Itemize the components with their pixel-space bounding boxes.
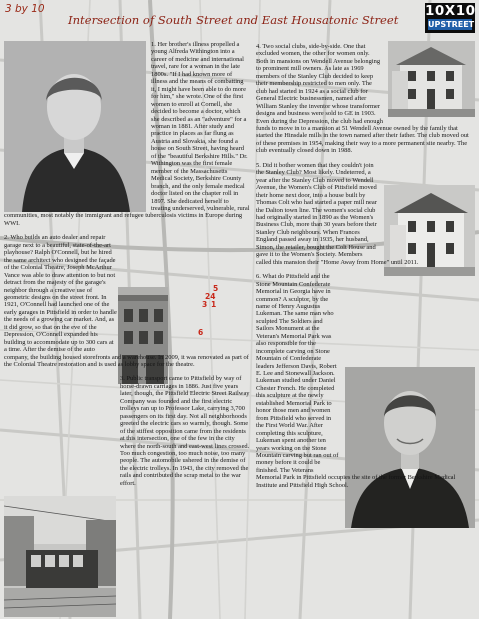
entry-number: 1. <box>151 41 156 48</box>
float-spacer-trolley <box>4 415 116 536</box>
page-title: Intersection of South Street and East Housatonic Street <box>68 13 399 27</box>
map-number-3: 3 <box>202 300 208 309</box>
entry-number: 3. <box>120 375 125 383</box>
logo <box>425 3 475 33</box>
entry-text: Two social clubs, side-by-side. One that excluded women, the other for women only. Both in mansions on Wendell Avenue belonging to prominent mill owners. As late as 1969 members of the Stanley Club decided to keep their membership restricted to men only. The club had started in 1924 as a social club for General Electric businessmen, named after William Stanley the inventor whose transformer designs and business were sold to GE in 1903. Even during the Depression, the club had enough funds to move in to a mansion at 51 Wendell Avenue owned by the family that started the Hinsdale mills in the town named after their father. The club moved out of these premises in 1954, making their way to a more permanent site nearby. The club eventually closed down in 1988. <box>256 43 469 155</box>
float-spacer-womens-club <box>383 162 474 253</box>
float-spacer-garage <box>122 254 172 351</box>
logo-bottom-text: UPSTREET <box>428 20 475 29</box>
map-number-6: 6 <box>198 328 204 337</box>
entry-number: 4. <box>256 43 261 50</box>
float-spacer-stanley <box>387 43 474 119</box>
left-text-column <box>4 41 250 536</box>
entry-text: Her brother's illness propelled a young Alfreda Withington into a career of medicine and international travel, rare for a woman in the late 1800s. "If I had known more of illness and the means of combatting it, I might have been able to do more for him," she wrote. One of the first women to enroll at Cornell, she decided to become a doctor, which she described as an "adventure" for a woman in 1881. After study and practice in places as far flung as Austria and Slovakia, she found a house on South Street, having heard of the "beautiful Berkshire Hills." Dr. Withington was the first female member of the Massachusetts Medical Society, Berkshire County branch, and the only female medical doctor listed on the chapter roll in 1897. She dedicated herself to treating underserved, vulnerable, rural communities, most notably the immigrant and refugee tuberculosis victims in Europe during WWI. <box>4 41 250 227</box>
float-spacer-portrait <box>4 41 147 212</box>
right-text-column <box>256 43 474 496</box>
logo-top-text: 10X10 <box>425 3 476 19</box>
entry-number: 2. <box>4 234 9 242</box>
entry-text: Who builds an auto dealer and repair garage next to a beautiful, state-of-the-art playhouse? Ralph O'Connell, but he hired the same architect who designed the façade of the Colonial Theatre, Joseph McArthur Vance was able to draw attention to but not detract from the majesty of the garage's neighbor through a creative use of geometric designs on the street front. In 1921, O'Connell had launched one of the early garages in Pittsfield in order to handle the needs of a growing car market. And, as it did grow, so that on the eve of the Depression, O'Connell expanded his building to accommodate up to 300 cars at a time. After the demise of the auto company, the building housed storefronts and a warehouse. In 2009, it was renovated as part of the Colonial Theatre restoration and is used as lobby space for the theatre. <box>4 234 249 369</box>
map-number-24: 24 <box>205 292 216 301</box>
map-number-5: 5 <box>213 284 219 293</box>
entry-number: 6. <box>256 273 261 281</box>
float-spacer-lukeman <box>344 309 474 470</box>
entry-number: 5. <box>256 161 261 169</box>
entry-text: Did it bother women that they couldn't join the Stanley Club? Most likely. Undeterred, a year after the Stanley Club moved to Wendell Avenue, the Women's Club of Pittsfield moved their home next door, into a house built by Thomas Colt who had started a paper mill near the Dalton town line. The women's social club had originally started in 1890 as the Women's Business Club, more than 30 years before their Stanley Club neighbours. When Frances England passed away in 1935, her husband, Simon, the retailer, bought the Colt House and gave it to the Women's Society. Members called this mansion their "Home Away from Home" until 2011. <box>256 161 419 266</box>
page-label: 3 by 10 <box>5 3 45 15</box>
entry-text: Public transport came to Pittsfield by way of horse-drawn carriages in 1886. Just five years later, though, the Pittsfield Electric Street Railway Company was founded and the first electric trolleys ran up to Professor Lake, carrying 3,700 passengers on its first day. Not all neighborhoods greeted the electric cars so warmly, though. Some of the stiffest opposition came from the residents at this intersection, one of the few in the city where the north-south and east-west lines crossed. Too much congestion, too much noise, too many people. The automobile ushered in the demise of the electric trolleys. In 1943, the city removed the rails and contributed the scrap metal to the war effort. <box>120 375 250 487</box>
entry-text: What do Pittsfield and the Stone Mountain Confederate Memorial in Georgia have in common? A sculptor, by the name of Henry Augustus Lukeman. The same man who sculpted The Soldiers and Sailors Monument at the Veteran's Memorial Park was also responsible for the incomplete carving on Stone Mountain of Confederate leaders Jefferson Davis, Robert E. Lee and Stonewall Jackson. Lukeman studied under Daniel Chester French. He completed this sculpture at the newly established Memorial Park to honor those men and women from Pittsfield who served in the First World War. After completing this sculpture, Lukeman spent another ten years working on the Stone Mountain carving but ran out of money before it could be finished. The Veterans Memorial Park in Pittsfield occupies the site of the former Berkshire Medical Institute and Pittsfield High School. <box>256 273 456 489</box>
map-number-1: 1 <box>211 300 217 309</box>
